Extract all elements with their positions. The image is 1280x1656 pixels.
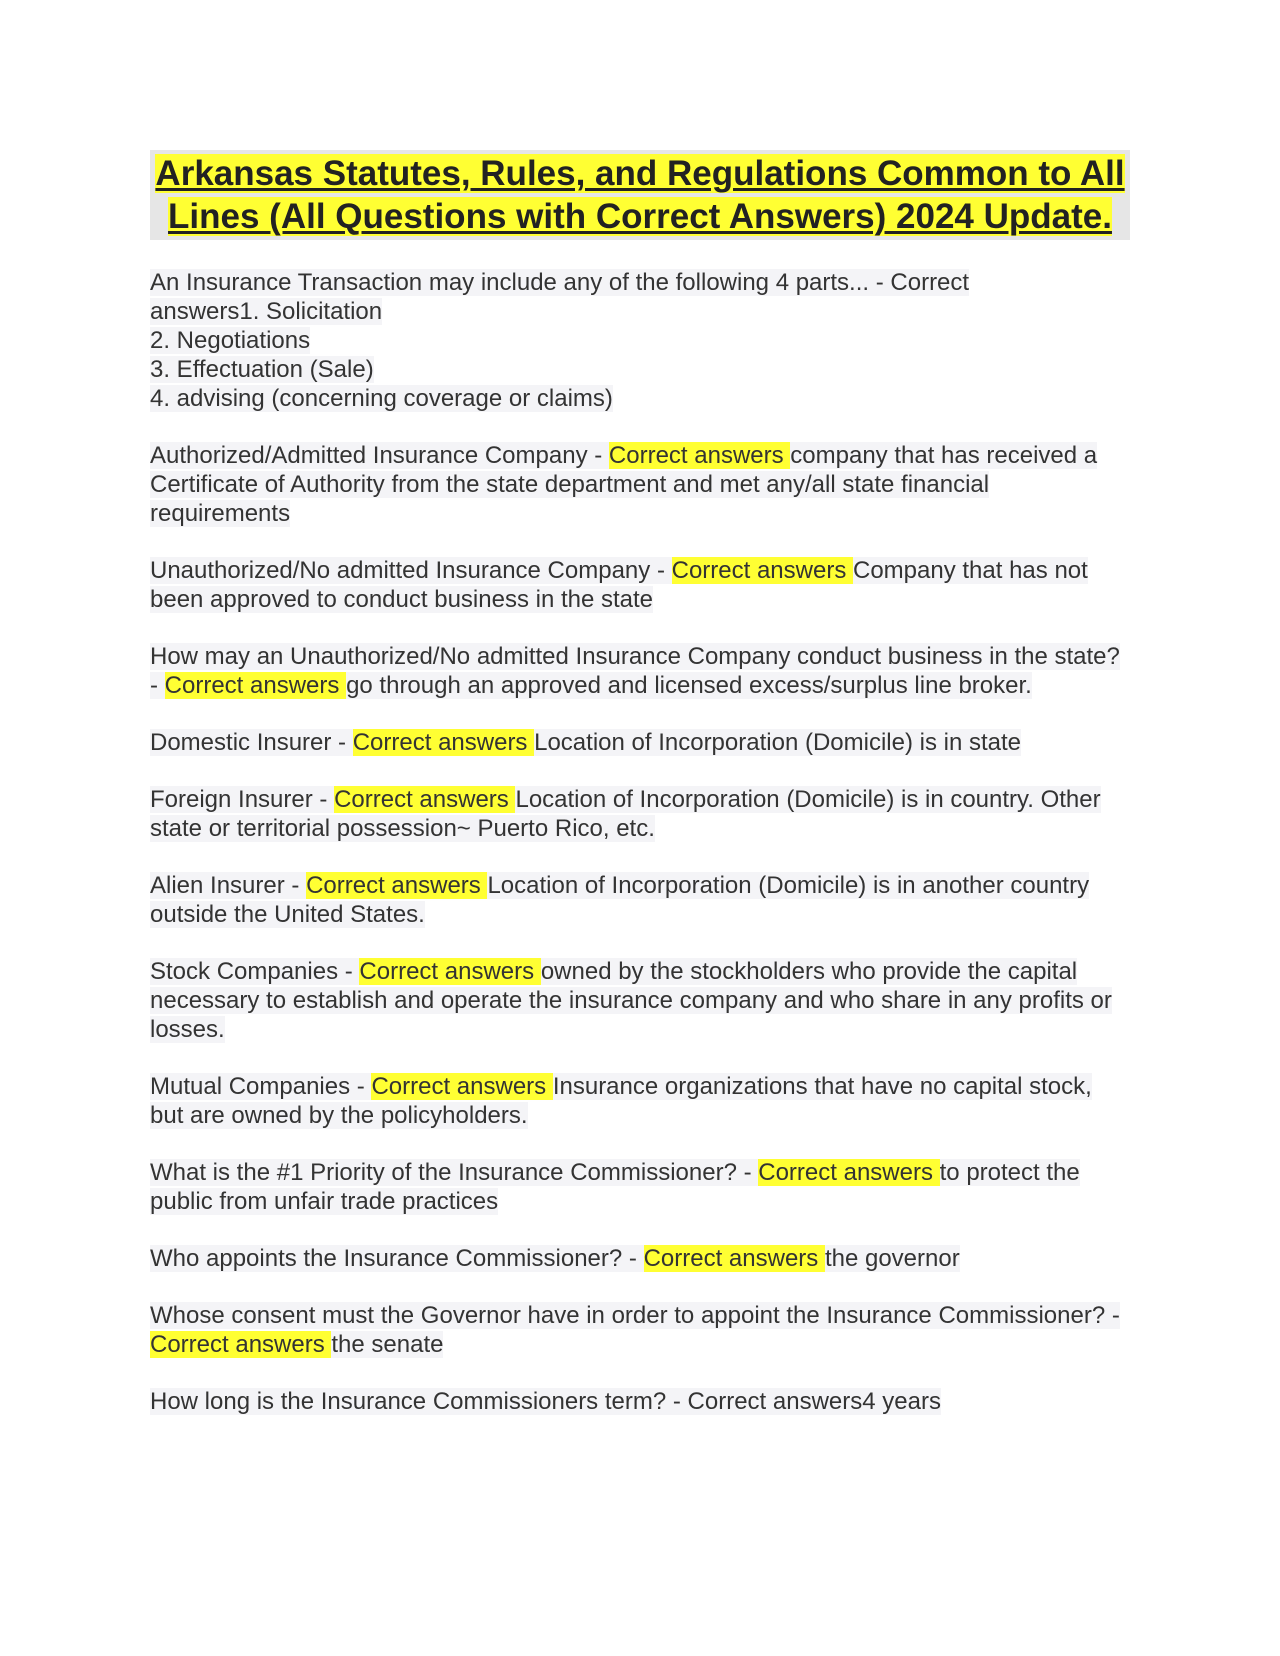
correct-answers-label: Correct answers (150, 1331, 332, 1358)
qa-item-unauthorized-company (150, 556, 1130, 614)
question-text: Foreign Insurer - (150, 786, 335, 813)
answer-text: the governor (824, 1245, 960, 1272)
qa-item-authorized-company (150, 441, 1130, 528)
qa-item-insurance-transaction (150, 268, 1130, 413)
question-text: Domestic Insurer - (150, 729, 353, 756)
answer-text: go through an approved and licensed excess/surplus line broker. (346, 672, 1032, 699)
qa-item-commissioner-term (150, 1387, 1130, 1416)
qa-item-governor-consent (150, 1301, 1130, 1359)
answer-text: Location of Incorporation (Domicile) is in another country outside the United States. (150, 872, 1090, 928)
answer-text: Location of Incorporation (Domicile) is in state (534, 729, 1021, 756)
answer-line: 3. Effectuation (Sale) (150, 356, 374, 383)
correct-answers-label: Correct answers (352, 729, 535, 756)
question-text: What is the #1 Priority of the Insurance Commissioner? - (150, 1159, 759, 1186)
answer-text: company that has received a Certificate of Authority from the state department and met any/all state financial requirements (150, 442, 1098, 527)
answer-line: 2. Negotiations (150, 327, 311, 354)
answer-text: owned by the stockholders who provide the capital necessary to establish and operate the insurance company and who share in any profits or losses. (150, 958, 1112, 1043)
answer-text: Insurance organizations that have no capital stock, but are owned by the policyholders. (150, 1073, 1092, 1129)
document-title (150, 152, 1130, 238)
question-text: How long is the Insurance Commissioners term? - Correct answers4 years (150, 1388, 941, 1415)
qa-item-unauthorized-business (150, 642, 1130, 700)
qa-item-commissioner-priority (150, 1158, 1130, 1216)
qa-item-domestic-insurer (150, 728, 1130, 757)
question-text: Who appoints the Insurance Commissioner? - (150, 1245, 644, 1272)
qa-item-alien-insurer (150, 871, 1130, 929)
correct-answers-label: Correct answers (643, 1245, 825, 1272)
question-text: Whose consent must the Governor have in order to appoint the Insurance Commissioner? - (150, 1302, 1120, 1329)
qa-item-foreign-insurer (150, 785, 1130, 843)
correct-answers-label: Correct answers (306, 872, 488, 899)
answer-text: Location of Incorporation (Domicile) is in country. Other state or territorial possession~ Puerto Rico, etc. (150, 786, 1101, 842)
answer-text: Company that has not been approved to conduct business in the state (150, 557, 1088, 613)
question-text: An Insurance Transaction may include any of the following 4 parts... - Correct (150, 269, 970, 296)
question-text: How may an Unauthorized/No admitted Insurance Company conduct business in the state? - (150, 643, 1120, 699)
answer-line: 4. advising (concerning coverage or claims) (150, 385, 613, 412)
answer-text: to protect the public from unfair trade practices (150, 1159, 1080, 1215)
title-block (150, 150, 1130, 240)
question-text: Authorized/Admitted Insurance Company - (150, 442, 609, 469)
document-title-text: Arkansas Statutes, Rules, and Regulations Common to All Lines (All Questions with Correct Answers) 2024 Update. (155, 154, 1125, 236)
correct-answers-label: Correct answers (671, 557, 853, 584)
correct-answers-label: Correct answers (371, 1073, 553, 1100)
correct-answers-label: Correct answers (608, 442, 791, 469)
qa-item-mutual-companies (150, 1072, 1130, 1130)
correct-answers-label: Correct answers (334, 786, 516, 813)
qa-item-stock-companies (150, 957, 1130, 1044)
question-text: Mutual Companies - (150, 1073, 372, 1100)
correct-answers-label: Correct answers (359, 958, 541, 985)
answer-line: answers1. Solicitation (150, 298, 383, 325)
question-text: Alien Insurer - (150, 872, 307, 899)
question-text: Unauthorized/No admitted Insurance Company - (150, 557, 672, 584)
document-page (150, 150, 1130, 1444)
qa-item-who-appoints (150, 1244, 1130, 1273)
question-text: Stock Companies - (150, 958, 360, 985)
correct-answers-label: Correct answers (758, 1159, 940, 1186)
correct-answers-label: Correct answers (164, 672, 347, 699)
answer-text: the senate (331, 1331, 444, 1358)
